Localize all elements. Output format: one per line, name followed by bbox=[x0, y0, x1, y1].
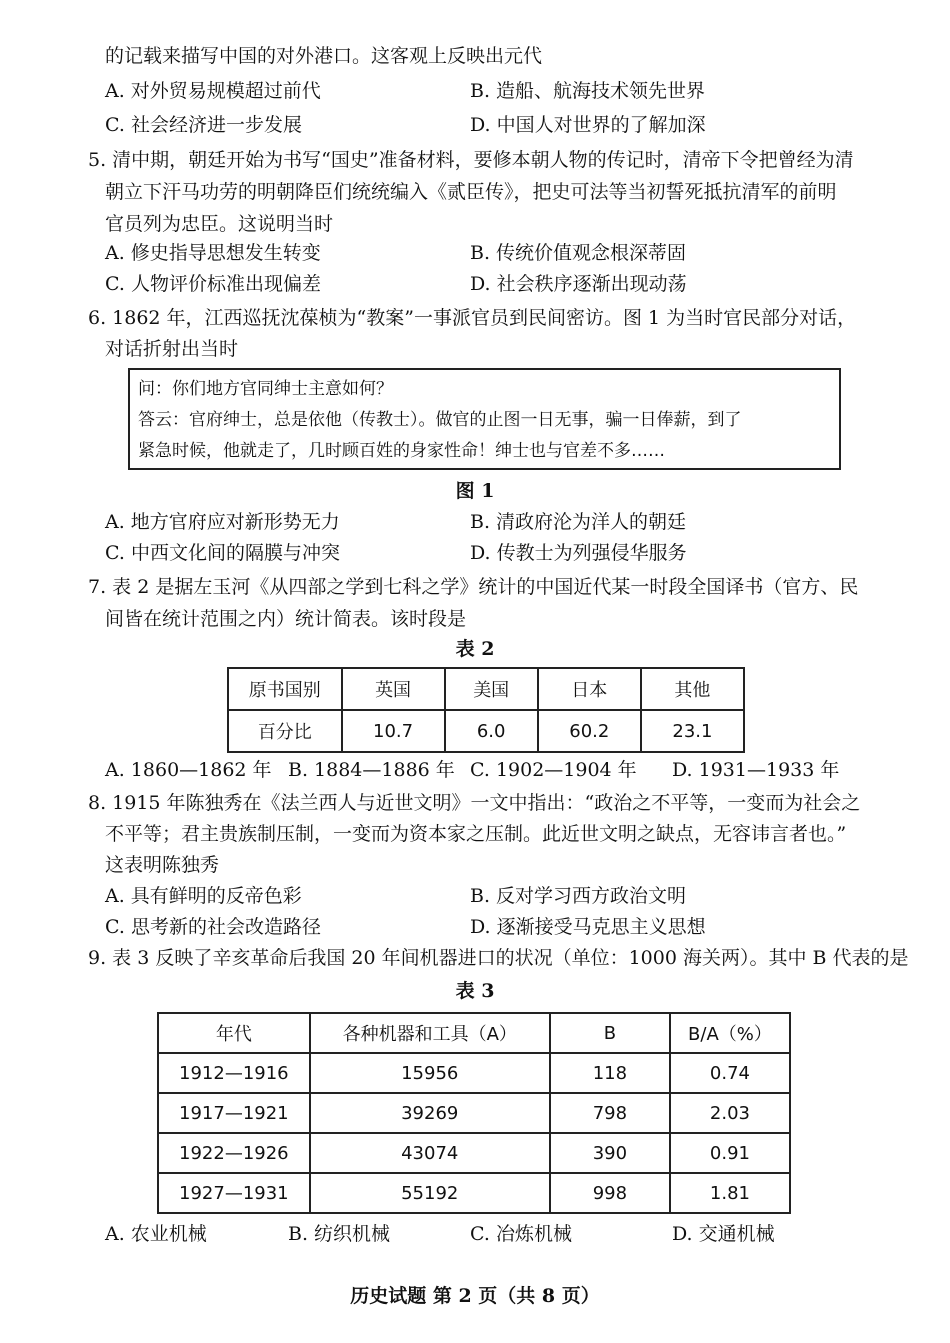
table-cell: 2.03 bbox=[670, 1093, 790, 1133]
q5-stem-line-3: 官员列为忠臣。这说明当时 bbox=[105, 213, 334, 235]
table-cell: B/A（%） bbox=[670, 1013, 790, 1053]
q5-option-b: B. 传统价值观念根深蒂固 bbox=[470, 242, 687, 264]
table-3 bbox=[157, 1012, 791, 1214]
q7-option-c: C. 1902—1904 年 bbox=[470, 759, 637, 781]
table-cell: 23.1 bbox=[641, 710, 744, 752]
q4-option-c: C. 社会经济进一步发展 bbox=[105, 114, 302, 136]
table-cell: 998 bbox=[550, 1173, 670, 1213]
q9-option-a: A. 农业机械 bbox=[105, 1223, 207, 1245]
table-cell: 798 bbox=[550, 1093, 670, 1133]
q5-stem-line-2: 朝立下汗马功劳的明朝降臣们统统编入《贰臣传》，把史可法等当初誓死抵抗清军的前明 bbox=[105, 181, 837, 203]
q6-option-a: A. 地方官府应对新形势无力 bbox=[105, 511, 340, 533]
table-cell: 6.0 bbox=[445, 710, 538, 752]
table-cell: 0.91 bbox=[670, 1133, 790, 1173]
table-cell: B bbox=[550, 1013, 670, 1053]
table-row bbox=[158, 1133, 790, 1173]
table-2-header-row bbox=[228, 668, 744, 710]
q9-option-b: B. 纺织机械 bbox=[288, 1223, 391, 1245]
table-cell: 英国 bbox=[342, 668, 445, 710]
table-cell: 390 bbox=[550, 1133, 670, 1173]
table-cell: 百分比 bbox=[228, 710, 342, 752]
table-2-data-row bbox=[228, 710, 744, 752]
q8-stem-line-3: 这表明陈独秀 bbox=[105, 854, 220, 876]
table-cell: 1922—1926 bbox=[158, 1133, 310, 1173]
table-3-caption: 表 3 bbox=[455, 980, 495, 1002]
q6-option-b: B. 清政府沦为洋人的朝廷 bbox=[470, 511, 687, 533]
page-footer: 历史试题 第 2 页（共 8 页） bbox=[350, 1285, 600, 1307]
q7-option-d: D. 1931—1933 年 bbox=[672, 759, 840, 781]
table-2-caption: 表 2 bbox=[455, 638, 495, 660]
table-cell: 其他 bbox=[641, 668, 744, 710]
figure-1-caption: 图 1 bbox=[455, 480, 495, 502]
table-cell: 1917—1921 bbox=[158, 1093, 310, 1133]
table-cell: 118 bbox=[550, 1053, 670, 1093]
table-cell: 年代 bbox=[158, 1013, 310, 1053]
table-cell: 1912—1916 bbox=[158, 1053, 310, 1093]
table-row bbox=[158, 1173, 790, 1213]
table-cell: 各种机器和工具（A） bbox=[310, 1013, 550, 1053]
q5-option-d: D. 社会秩序逐渐出现动荡 bbox=[470, 273, 687, 295]
q8-option-b: B. 反对学习西方政治文明 bbox=[470, 885, 687, 907]
table-cell: 日本 bbox=[538, 668, 641, 710]
quote-line-answer-2: 紧急时候，他就走了，几时顾百姓的身家性命！绅士也与官差不多…… bbox=[138, 441, 665, 461]
table-cell: 原书国别 bbox=[228, 668, 342, 710]
q6-stem-line-2: 对话折射出当时 bbox=[105, 338, 239, 360]
table-cell: 0.74 bbox=[670, 1053, 790, 1093]
q4-stem: 的记载来描写中国的对外港口。这客观上反映出元代 bbox=[105, 45, 543, 67]
q8-option-d: D. 逐渐接受马克思主义思想 bbox=[470, 916, 706, 938]
q8-option-a: A. 具有鲜明的反帝色彩 bbox=[105, 885, 302, 907]
table-cell: 60.2 bbox=[538, 710, 641, 752]
table-cell: 10.7 bbox=[342, 710, 445, 752]
table-cell: 美国 bbox=[445, 668, 538, 710]
q8-stem-line-1: 8. 1915 年陈独秀在《法兰西人与近世文明》一文中指出：“政治之不平等，一变而为社会之 bbox=[88, 792, 861, 814]
q9-option-c: C. 冶炼机械 bbox=[470, 1223, 572, 1245]
q6-option-d: D. 传教士为列强侵华服务 bbox=[470, 542, 687, 564]
table-3-header-row bbox=[158, 1013, 790, 1053]
q7-stem-line-1: 7. 表 2 是据左玉河《从四部之学到七科之学》统计的中国近代某一时段全国译书（官方、民 bbox=[88, 576, 859, 598]
q5-option-c: C. 人物评价标准出现偏差 bbox=[105, 273, 321, 295]
table-cell: 1927—1931 bbox=[158, 1173, 310, 1213]
q5-stem-line-1: 5. 清中期，朝廷开始为书写“国史”准备材料，要修本朝人物的传记时，清帝下令把曾经为清 bbox=[88, 149, 854, 171]
table-cell: 55192 bbox=[310, 1173, 550, 1213]
q8-stem-line-2: 不平等；君主贵族制压制，一变而为资本家之压制。此近世文明之缺点，无容讳言者也。” bbox=[105, 823, 847, 845]
q4-option-b: B. 造船、航海技术领先世界 bbox=[470, 80, 706, 102]
q9-stem-line-1: 9. 表 3 反映了辛亥革命后我国 20 年间机器进口的状况（单位：1000 海关两）。其中 B 代表的是 bbox=[88, 947, 909, 969]
q7-stem-line-2: 间皆在统计范围之内）统计简表。该时段是 bbox=[105, 608, 467, 630]
q7-option-b: B. 1884—1886 年 bbox=[288, 759, 455, 781]
q8-option-c: C. 思考新的社会改造路径 bbox=[105, 916, 321, 938]
table-cell: 39269 bbox=[310, 1093, 550, 1133]
q5-option-a: A. 修史指导思想发生转变 bbox=[105, 242, 321, 264]
q6-stem-line-1: 6. 1862 年，江西巡抚沈葆桢为“教案”一事派官员到民间密访。图 1 为当时官民部分对话， bbox=[88, 307, 857, 329]
q4-option-d: D. 中国人对世界的了解加深 bbox=[470, 114, 706, 136]
quote-line-question: 问：你们地方官同绅士主意如何？ bbox=[138, 379, 393, 399]
table-2 bbox=[227, 667, 745, 753]
q4-option-a: A. 对外贸易规模超过前代 bbox=[105, 80, 321, 102]
figure-1-quote-box bbox=[128, 368, 841, 470]
table-row bbox=[158, 1093, 790, 1133]
table-row bbox=[158, 1053, 790, 1093]
table-cell: 1.81 bbox=[670, 1173, 790, 1213]
quote-line-answer-1: 答云：官府绅士，总是依他（传教士）。做官的止图一日无事，骗一日俸薪，到了 bbox=[138, 410, 742, 430]
q9-option-d: D. 交通机械 bbox=[672, 1223, 775, 1245]
q6-option-c: C. 中西文化间的隔膜与冲突 bbox=[105, 542, 340, 564]
table-cell: 15956 bbox=[310, 1053, 550, 1093]
q7-option-a: A. 1860—1862 年 bbox=[105, 759, 272, 781]
table-cell: 43074 bbox=[310, 1133, 550, 1173]
